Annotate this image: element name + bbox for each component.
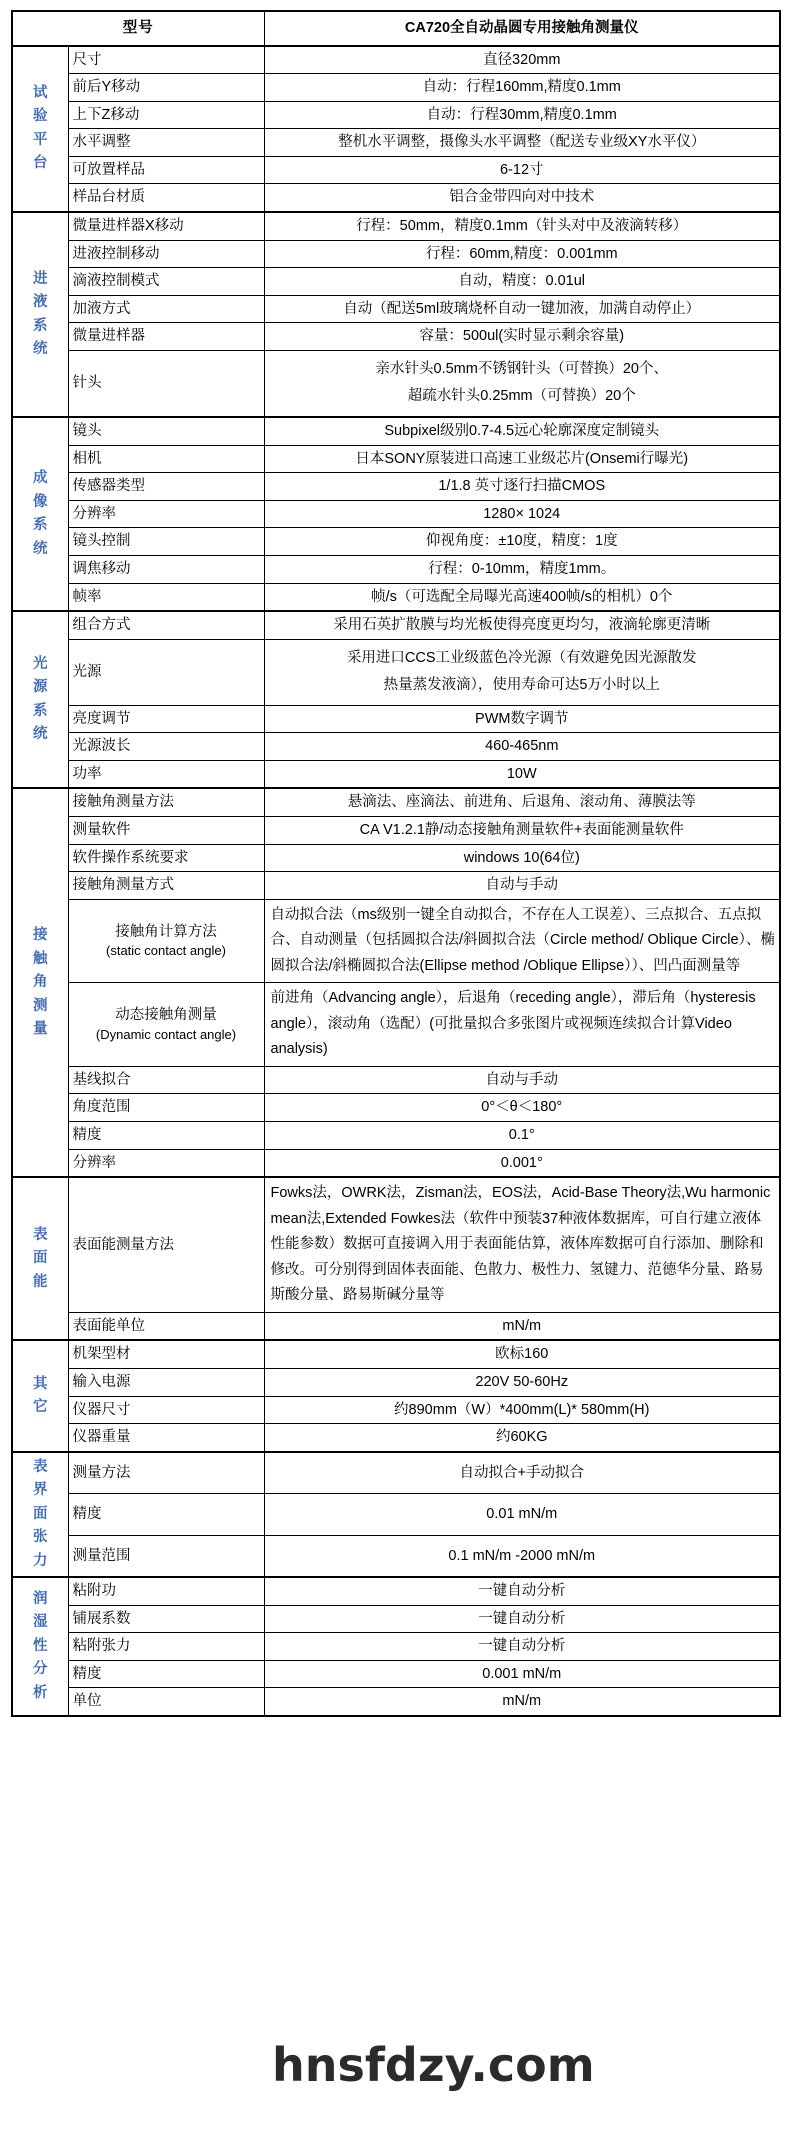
row-label bbox=[68, 417, 264, 445]
section-group-label bbox=[12, 212, 68, 417]
row-label-text: 针头 bbox=[72, 375, 102, 392]
row-label-subtext: (Dynamic contact angle) bbox=[95, 1026, 237, 1042]
row-label bbox=[68, 1149, 264, 1177]
row-label-text: 接触角计算方法 bbox=[115, 923, 217, 940]
row-label bbox=[68, 323, 264, 351]
section-group-char: 系 bbox=[33, 517, 48, 534]
row-label-text: 微量进样器 bbox=[72, 328, 145, 345]
section-group-char: 像 bbox=[33, 493, 48, 510]
section-group-char: 表 bbox=[33, 1226, 48, 1243]
section-group-char: 台 bbox=[33, 155, 48, 172]
row-label bbox=[68, 350, 264, 417]
row-value: 0.001 mN/m bbox=[264, 1660, 780, 1688]
row-label bbox=[68, 1396, 264, 1424]
row-value: 一键自动分析 bbox=[264, 1605, 780, 1633]
section-group-char: 接 bbox=[33, 927, 48, 944]
row-label bbox=[68, 528, 264, 556]
table-row bbox=[12, 295, 780, 323]
row-label bbox=[68, 983, 264, 1067]
row-label bbox=[68, 1368, 264, 1396]
row-value: Fowks法，OWRK法，Zisman法，EOS法，Acid-Base Theory法,Wu harmonic mean法,Extended Fowkes法（软件中预装37种液体数据库，可自行建立液体性能参数）数据可直接调入用于表面能估算，液体库数据可自行添加、删除和修改。可分别得到固体表面能、色散力、极性力、氢键力、范德华分量、路易斯酸分量、路易斯碱分量等 bbox=[264, 1177, 780, 1312]
table-row bbox=[12, 1122, 780, 1150]
row-label bbox=[68, 1122, 264, 1150]
row-value: 自动，精度：0.01ul bbox=[264, 268, 780, 296]
section-group-char: 进 bbox=[33, 270, 48, 287]
row-label-text: 接触角测量方式 bbox=[72, 877, 174, 894]
row-label-text: 微量进样器X移动 bbox=[72, 218, 184, 235]
row-value: 前进角（Advancing angle），后退角（receding angle），滞后角（hysteresis angle），滚动角（选配）(可批量拟合多张图片或视频连续拟合计算Video analysis) bbox=[264, 983, 780, 1067]
row-label-text: 接触角测量方法 bbox=[72, 794, 174, 811]
section-group-char: 面 bbox=[33, 1505, 48, 1522]
row-value-line: 超疏水针头0.25mm（可替换）20个 bbox=[407, 388, 636, 405]
row-label-text: 测量软件 bbox=[72, 822, 131, 839]
table-row bbox=[12, 1577, 780, 1605]
row-label bbox=[68, 1066, 264, 1094]
row-label-text: 上下Z移动 bbox=[72, 106, 140, 123]
row-value: 自动与手动 bbox=[264, 1066, 780, 1094]
row-label bbox=[68, 1660, 264, 1688]
row-value: 行程：0-10mm，精度1mm。 bbox=[264, 555, 780, 583]
row-label bbox=[68, 473, 264, 501]
table-row bbox=[12, 528, 780, 556]
table-row bbox=[12, 129, 780, 157]
row-label-text: 分辨率 bbox=[72, 1154, 116, 1171]
row-label bbox=[68, 1577, 264, 1605]
table-row bbox=[12, 184, 780, 212]
row-value: 容量：500ul(实时显示剩余容量) bbox=[264, 323, 780, 351]
row-label bbox=[68, 129, 264, 157]
row-label-text: 调焦移动 bbox=[72, 560, 131, 577]
table-row bbox=[12, 760, 780, 788]
section-group-char: 系 bbox=[33, 317, 48, 334]
row-label bbox=[68, 555, 264, 583]
row-label bbox=[68, 212, 264, 240]
table-row bbox=[12, 705, 780, 733]
section-group-char: 验 bbox=[33, 108, 48, 125]
row-label bbox=[68, 1535, 264, 1577]
row-value: Subpixel级别0.7-4.5远心轮廓深度定制镜头 bbox=[264, 417, 780, 445]
row-label-text: 分辨率 bbox=[72, 505, 116, 522]
row-value: 0.001° bbox=[264, 1149, 780, 1177]
table-row bbox=[12, 101, 780, 129]
row-value: mN/m bbox=[264, 1312, 780, 1340]
row-value: 一键自动分析 bbox=[264, 1633, 780, 1661]
row-label bbox=[68, 788, 264, 816]
row-value: 悬滴法、座滴法、前进角、后退角、滚动角、薄膜法等 bbox=[264, 788, 780, 816]
section-group-label bbox=[12, 1577, 68, 1716]
table-row bbox=[12, 1494, 780, 1535]
row-label bbox=[68, 817, 264, 845]
row-value: 1/1.8 英寸逐行扫描CMOS bbox=[264, 473, 780, 501]
table-row bbox=[12, 872, 780, 900]
row-label-text: 表面能单位 bbox=[72, 1317, 145, 1334]
row-label bbox=[68, 1424, 264, 1452]
row-label bbox=[68, 1688, 264, 1716]
row-label-text: 角度范围 bbox=[72, 1099, 131, 1116]
row-label bbox=[68, 1312, 264, 1340]
row-label-text: 滴液控制模式 bbox=[72, 273, 160, 290]
table-header-row bbox=[12, 11, 780, 46]
section-group-char: 力 bbox=[33, 1552, 48, 1569]
row-label bbox=[68, 46, 264, 74]
section-group-vertical-text bbox=[17, 1456, 64, 1573]
table-row bbox=[12, 445, 780, 473]
section-group-label bbox=[12, 1177, 68, 1340]
row-label bbox=[68, 733, 264, 761]
table-row bbox=[12, 1424, 780, 1452]
row-value: 仰视角度：±10度，精度：1度 bbox=[264, 528, 780, 556]
section-group-char: 角 bbox=[33, 974, 48, 991]
row-label bbox=[68, 500, 264, 528]
section-group-vertical-text bbox=[17, 1224, 64, 1294]
section-group-vertical-text bbox=[17, 1373, 64, 1420]
row-value: 0.1° bbox=[264, 1122, 780, 1150]
row-label bbox=[68, 899, 264, 983]
table-row bbox=[12, 1177, 780, 1312]
row-value: mN/m bbox=[264, 1688, 780, 1716]
section-group-label bbox=[12, 417, 68, 611]
row-label-text: 精度 bbox=[72, 1127, 102, 1144]
table-row bbox=[12, 417, 780, 445]
row-label-text: 铺展系数 bbox=[72, 1610, 131, 1627]
row-label bbox=[68, 1633, 264, 1661]
row-label bbox=[68, 1177, 264, 1312]
table-row bbox=[12, 1312, 780, 1340]
table-row bbox=[12, 323, 780, 351]
row-label-text: 仪器重量 bbox=[72, 1429, 131, 1446]
row-label-text: 尺寸 bbox=[72, 51, 102, 68]
section-group-label bbox=[12, 1452, 68, 1577]
section-group-char: 润 bbox=[33, 1590, 48, 1607]
table-row bbox=[12, 46, 780, 74]
table-row bbox=[12, 844, 780, 872]
table-row bbox=[12, 1066, 780, 1094]
row-value bbox=[264, 350, 780, 417]
section-group-char: 湿 bbox=[33, 1614, 48, 1631]
row-label-text: 亮度调节 bbox=[72, 710, 131, 727]
section-group-char: 平 bbox=[33, 131, 48, 148]
section-group-char: 测 bbox=[33, 997, 48, 1014]
section-group-char: 触 bbox=[33, 950, 48, 967]
section-group-label bbox=[12, 46, 68, 212]
row-label-text: 样品台材质 bbox=[72, 189, 145, 206]
row-label-text: 粘附张力 bbox=[72, 1638, 131, 1655]
row-value-line: 亲水针头0.5mm不锈钢针头（可替换）20个、 bbox=[375, 360, 668, 377]
table-row bbox=[12, 555, 780, 583]
section-group-vertical-text bbox=[17, 82, 64, 176]
section-group-char: 分 bbox=[33, 1661, 48, 1678]
section-group-char: 试 bbox=[33, 84, 48, 101]
row-label bbox=[68, 1494, 264, 1535]
row-value: 直径320mm bbox=[264, 46, 780, 74]
row-label bbox=[68, 760, 264, 788]
section-group-char: 性 bbox=[33, 1637, 48, 1654]
row-label-text: 镜头控制 bbox=[72, 533, 131, 550]
row-value: 行程：50mm，精度0.1mm（针头对中及液滴转移） bbox=[264, 212, 780, 240]
row-label bbox=[68, 1452, 264, 1494]
section-group-label bbox=[12, 788, 68, 1177]
row-label bbox=[68, 156, 264, 184]
section-group-char: 液 bbox=[33, 294, 48, 311]
row-value: PWM数字调节 bbox=[264, 705, 780, 733]
table-row bbox=[12, 1660, 780, 1688]
table-row bbox=[12, 983, 780, 1067]
table-row bbox=[12, 788, 780, 816]
row-label-text: 粘附功 bbox=[72, 1583, 116, 1600]
row-label-text: 光源 bbox=[72, 663, 102, 680]
row-value: 整机水平调整，摄像头水平调整（配送专业级XY水平仪） bbox=[264, 129, 780, 157]
row-label-text: 软件操作系统要求 bbox=[72, 849, 189, 866]
section-group-char: 成 bbox=[33, 470, 48, 487]
row-value: 0.1 mN/m -2000 mN/m bbox=[264, 1535, 780, 1577]
table-row bbox=[12, 350, 780, 417]
row-label-text: 光源波长 bbox=[72, 738, 131, 755]
table-row bbox=[12, 156, 780, 184]
row-value: 行程：60mm,精度：0.001mm bbox=[264, 240, 780, 268]
table-row bbox=[12, 611, 780, 639]
row-label-text: 组合方式 bbox=[72, 617, 131, 634]
section-group-char: 其 bbox=[33, 1375, 48, 1392]
row-label-text: 测量方法 bbox=[72, 1464, 131, 1481]
row-value: 自动与手动 bbox=[264, 872, 780, 900]
table-row bbox=[12, 639, 780, 705]
row-value: 460-465nm bbox=[264, 733, 780, 761]
section-group-char: 它 bbox=[33, 1399, 48, 1416]
row-value-line: 采用进口CCS工业级蓝色冷光源（有效避免因光源散发 bbox=[346, 649, 697, 666]
row-value: 采用石英扩散膜与均光板使得亮度更均匀，液滴轮廓更清晰 bbox=[264, 611, 780, 639]
section-group-vertical-text bbox=[17, 268, 64, 362]
section-group-char: 统 bbox=[33, 540, 48, 557]
row-label-text: 表面能测量方法 bbox=[72, 1236, 174, 1253]
row-label bbox=[68, 844, 264, 872]
row-label bbox=[68, 611, 264, 639]
table-body bbox=[12, 11, 780, 1716]
row-value: 自动（配送5ml玻璃烧杯自动一键加液，加满自动停止） bbox=[264, 295, 780, 323]
section-group-char: 表 bbox=[33, 1458, 48, 1475]
section-group-vertical-text bbox=[17, 1588, 64, 1705]
row-label-text: 仪器尺寸 bbox=[72, 1401, 131, 1418]
row-label bbox=[68, 101, 264, 129]
row-label-text: 进液控制移动 bbox=[72, 245, 160, 262]
row-value: 日本SONY原装进口高速工业级芯片(Onsemi行曝光) bbox=[264, 445, 780, 473]
row-label bbox=[68, 295, 264, 323]
row-value: 自动：行程30mm,精度0.1mm bbox=[264, 101, 780, 129]
specification-table bbox=[11, 10, 781, 1717]
table-row bbox=[12, 473, 780, 501]
section-group-char: 统 bbox=[33, 341, 48, 358]
row-value bbox=[264, 639, 780, 705]
table-row bbox=[12, 1340, 780, 1368]
section-group-char: 张 bbox=[33, 1529, 48, 1546]
row-label-text: 可放置样品 bbox=[72, 161, 145, 178]
row-label-text: 测量范围 bbox=[72, 1547, 131, 1564]
table-row bbox=[12, 1149, 780, 1177]
table-row bbox=[12, 1605, 780, 1633]
row-value: 帧/s（可选配全局曝光高速400帧/s的相机）0个 bbox=[264, 583, 780, 611]
row-label-text: 镜头 bbox=[72, 423, 102, 440]
row-value: CA V1.2.1静/动态接触角测量软件+表面能测量软件 bbox=[264, 817, 780, 845]
table-row bbox=[12, 268, 780, 296]
row-label bbox=[68, 872, 264, 900]
row-value-line: 热量蒸发液滴），使用寿命可达5万小时以上 bbox=[383, 677, 660, 694]
table-row bbox=[12, 1688, 780, 1716]
table-row bbox=[12, 74, 780, 102]
row-label-text: 水平调整 bbox=[72, 134, 131, 151]
row-value: 自动拟合法（ms级别一键全自动拟合，不存在人工误差）、三点拟合、五点拟合、自动测量（包括圆拟合法/斜圆拟合法（Circle method/ Oblique Circle）、椭圆拟合法/斜椭圆拟合法(Ellipse method /Oblique Ellipse））、凹凸面测量等 bbox=[264, 899, 780, 983]
section-group-label bbox=[12, 1340, 68, 1451]
section-group-char: 光 bbox=[33, 655, 48, 672]
table-row bbox=[12, 733, 780, 761]
table-row bbox=[12, 1633, 780, 1661]
section-group-char: 量 bbox=[33, 1021, 48, 1038]
row-label-text: 传感器类型 bbox=[72, 478, 145, 495]
row-label-text: 基线拟合 bbox=[72, 1071, 131, 1088]
table-row bbox=[12, 1094, 780, 1122]
section-group-label bbox=[12, 611, 68, 788]
table-row bbox=[12, 1535, 780, 1577]
section-group-char: 统 bbox=[33, 726, 48, 743]
row-value: 自动拟合+手动拟合 bbox=[264, 1452, 780, 1494]
row-value: 10W bbox=[264, 760, 780, 788]
header-model-label: 型号 bbox=[12, 11, 264, 46]
row-label bbox=[68, 705, 264, 733]
table-row bbox=[12, 1396, 780, 1424]
row-label bbox=[68, 639, 264, 705]
table-row bbox=[12, 817, 780, 845]
row-value: 欧标160 bbox=[264, 1340, 780, 1368]
row-label-subtext: (static contact angle) bbox=[106, 943, 226, 959]
row-value: 0.01 mN/m bbox=[264, 1494, 780, 1535]
section-group-char: 系 bbox=[33, 702, 48, 719]
row-label bbox=[68, 184, 264, 212]
row-label bbox=[68, 1605, 264, 1633]
row-value: 0°＜θ＜180° bbox=[264, 1094, 780, 1122]
row-value: 铝合金带四向对中技术 bbox=[264, 184, 780, 212]
section-group-vertical-text bbox=[17, 467, 64, 561]
table-row bbox=[12, 212, 780, 240]
section-group-char: 析 bbox=[33, 1684, 48, 1701]
row-label bbox=[68, 1094, 264, 1122]
row-label bbox=[68, 240, 264, 268]
row-label-text: 前后Y移动 bbox=[72, 79, 141, 96]
row-label-text: 单位 bbox=[72, 1693, 102, 1710]
row-value: 一键自动分析 bbox=[264, 1577, 780, 1605]
row-label bbox=[68, 74, 264, 102]
row-label bbox=[68, 583, 264, 611]
table-row bbox=[12, 500, 780, 528]
row-value: windows 10(64位) bbox=[264, 844, 780, 872]
row-value: 6-12寸 bbox=[264, 156, 780, 184]
row-value: 1280× 1024 bbox=[264, 500, 780, 528]
row-label-text: 输入电源 bbox=[72, 1373, 131, 1390]
row-value: 自动：行程160mm,精度0.1mm bbox=[264, 74, 780, 102]
section-group-vertical-text bbox=[17, 924, 64, 1041]
row-value: 220V 50-60Hz bbox=[264, 1368, 780, 1396]
section-group-char: 源 bbox=[33, 679, 48, 696]
table-row bbox=[12, 1452, 780, 1494]
row-label-text: 机架型材 bbox=[72, 1346, 131, 1363]
row-label bbox=[68, 268, 264, 296]
section-group-char: 界 bbox=[33, 1482, 48, 1499]
section-group-char: 面 bbox=[33, 1250, 48, 1267]
section-group-char: 能 bbox=[33, 1273, 48, 1290]
row-label-text: 相机 bbox=[72, 450, 102, 467]
header-model-value: CA720全自动晶圆专用接触角测量仪 bbox=[264, 11, 780, 46]
table-row bbox=[12, 899, 780, 983]
table-row bbox=[12, 583, 780, 611]
site-watermark: hnsfdzy.com bbox=[272, 2038, 595, 2092]
table-row bbox=[12, 240, 780, 268]
row-label-text: 功率 bbox=[72, 765, 102, 782]
section-group-vertical-text bbox=[17, 653, 64, 747]
row-label-text: 帧率 bbox=[72, 588, 102, 605]
table-row bbox=[12, 1368, 780, 1396]
row-value: 约60KG bbox=[264, 1424, 780, 1452]
row-value: 约890mm（W）*400mm(L)* 580mm(H) bbox=[264, 1396, 780, 1424]
row-label-text: 精度 bbox=[72, 1665, 102, 1682]
row-label bbox=[68, 1340, 264, 1368]
row-label-text: 动态接触角测量 bbox=[115, 1007, 217, 1024]
row-label-text: 加液方式 bbox=[72, 300, 131, 317]
row-label bbox=[68, 445, 264, 473]
row-label-text: 精度 bbox=[72, 1506, 102, 1523]
